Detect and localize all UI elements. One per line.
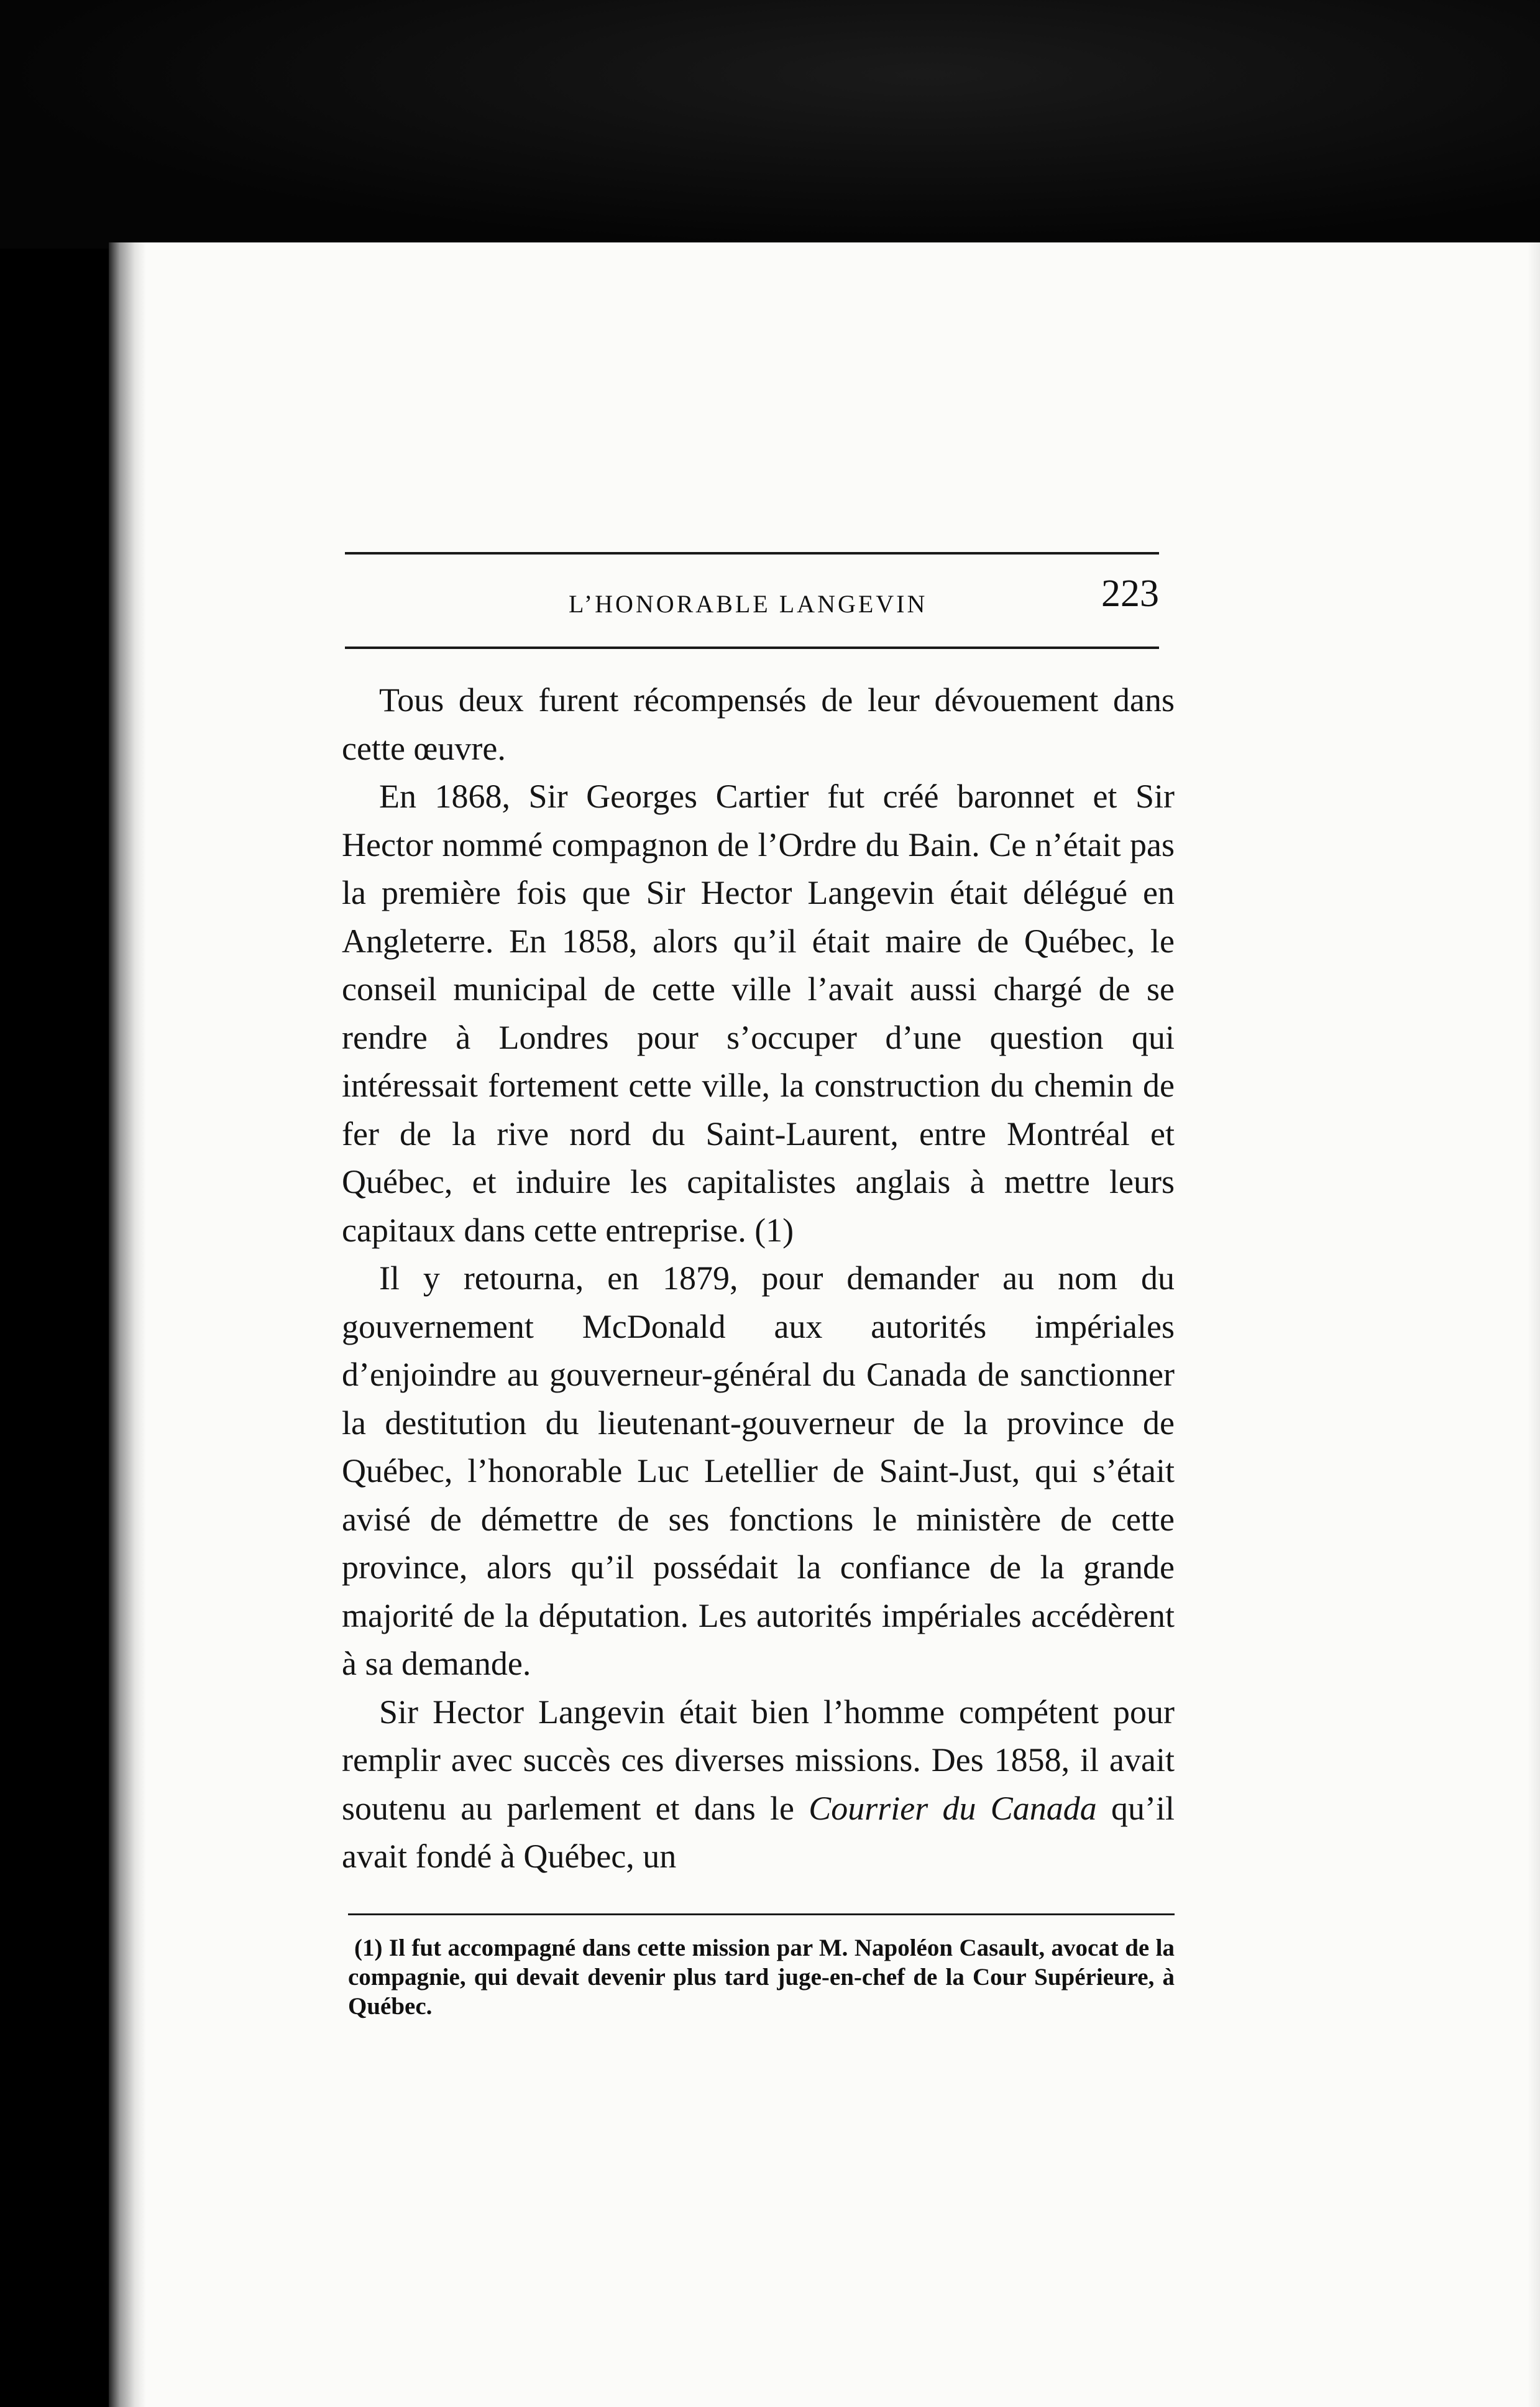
running-head [345,572,1159,628]
paragraph-3: Il y retourna, en 1879, pour demander au nom du gouvernement McDonald aux autorités impériales d’enjoindre au gouverneur-général du Canada de sanctionner la destitution du lieutenant-gouverneur de la province de Québec, l’honorable Luc Letellier de Saint-Just, qui s’était avisé de démettre de ses fonctions le ministère de cette province, alors qu’il possédait la confiance de la grande majorité de la députation. Les autorités impériales accédèrent à sa demande. [342,1259,1175,1682]
page-number: 223 [1101,573,1159,615]
paragraph-2: En 1868, Sir Georges Cartier fut créé baronnet et Sir Hector nommé compagnon de l’Ordre du Bain. Ce n’était pas la première fois que Sir Hector Langevin était délégué en Angleterre. En 1858, alors qu’il était maire de Québec, le conseil municipal de cette ville l’avait aussi chargé de se rendre à Londres pour s’occuper d’une question qui intéressait fortement cette ville, la construction du chemin de fer de la rive nord du Saint-Laurent, entre Montréal et Québec, et induire les capitalistes anglais à mettre leurs capitaux dans cette entreprise. (1) [342,778,1175,1249]
dark-background [0,0,1540,249]
page-right-edge [1528,242,1540,2407]
paragraph-4 [342,1688,1175,1881]
running-title: L’HONORABLE LANGEVIN [569,590,928,618]
paragraph-1: Tous deux furent récompensés de leur dévouement dans cette œuvre. [342,681,1175,767]
footnote-rule [348,1913,1175,1915]
paragraph-4-start: Sir Hector Langevin était bien l’homme compétent pour remplir avec succès ces diverses missions. Des 1858, il avait soutenu au parlement et dans le [342,1693,1175,1827]
page-gutter-edge [109,242,146,2407]
paragraph-4-end: qu’il avait fondé à Québec, un [342,1789,1175,1875]
header-rule-bottom [345,647,1159,649]
footnote [348,1933,1175,2021]
header-rule-top [345,552,1159,555]
body-text [342,676,1175,1881]
newspaper-title: Courrier du Canada [809,1789,1097,1827]
footnote-text: (1) Il fut accompagné dans cette mission par M. Napoléon Casault, avocat de la compagnie, qui devait devenir plus tard juge-en-chef de la Cour Supérieure, à Québec. [348,1935,1175,2020]
